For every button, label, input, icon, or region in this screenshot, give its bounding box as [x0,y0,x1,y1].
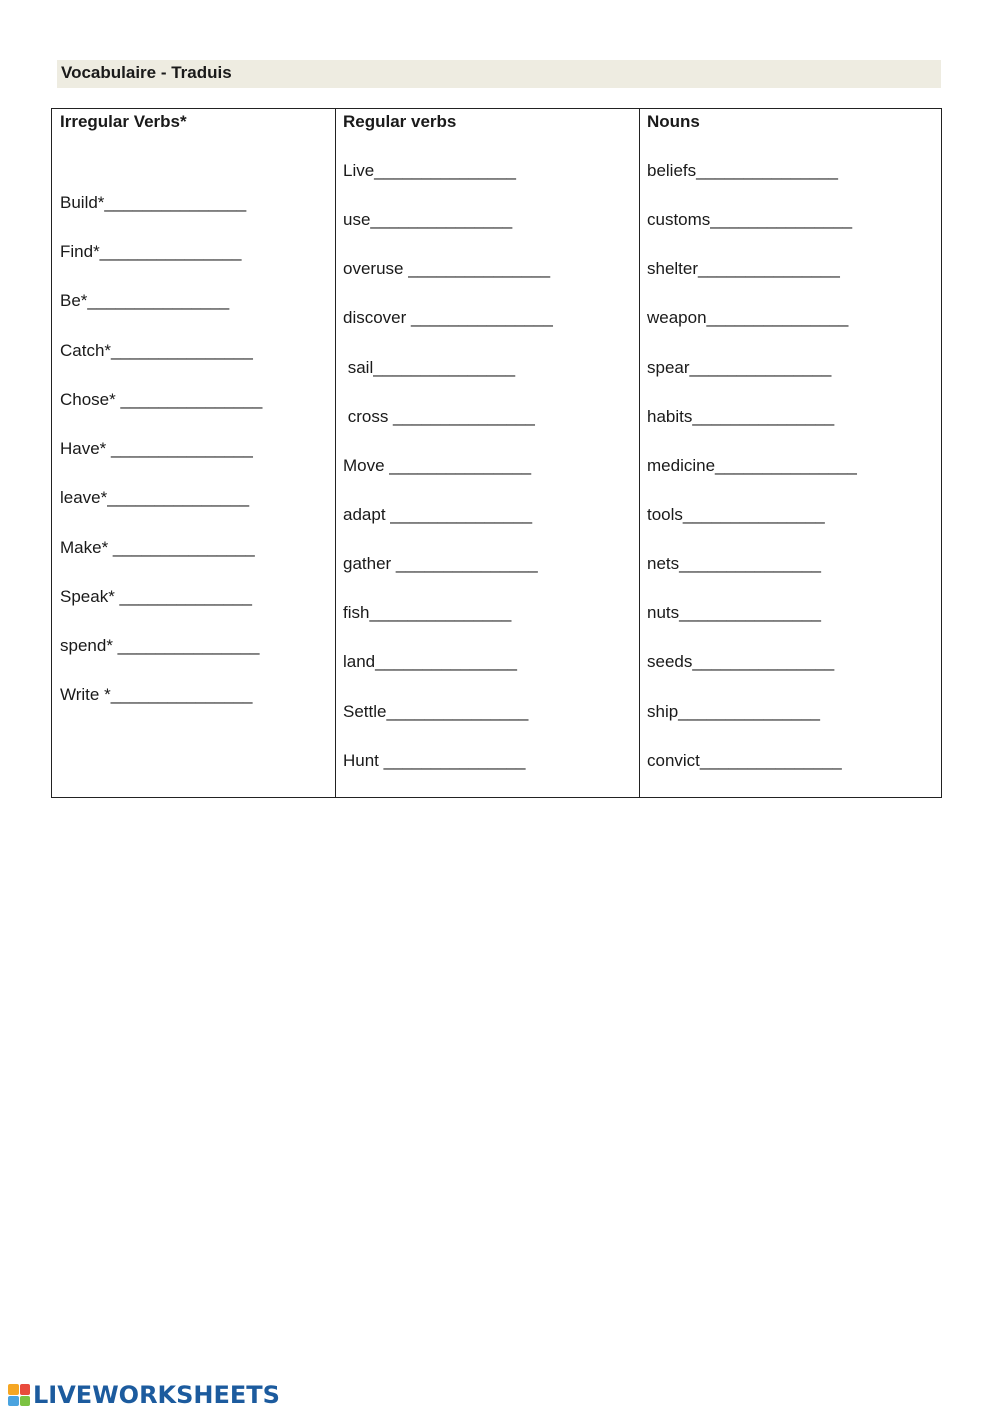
vocab-item[interactable]: Hunt _______________ [343,751,526,770]
vocab-item[interactable]: Chose* _______________ [60,390,263,409]
column-irregular-verbs [52,109,336,797]
vocab-item[interactable]: Find*_______________ [60,242,242,261]
vocab-item[interactable]: gather _______________ [343,554,538,573]
vocab-item[interactable]: ship_______________ [647,702,821,721]
vocab-item[interactable]: Catch*_______________ [60,341,253,360]
vocab-item[interactable]: Write *_______________ [60,685,253,704]
vocab-item[interactable]: nets_______________ [647,554,821,573]
logo-text: LIVEWORKSHEETS [33,1381,280,1409]
vocab-item[interactable]: Have* _______________ [60,439,253,458]
vocab-item[interactable]: nuts_______________ [647,603,821,622]
vocab-item[interactable]: tools_______________ [647,505,825,524]
logo-tile [20,1396,31,1407]
vocab-item[interactable]: Move _______________ [343,456,532,475]
vocab-item[interactable]: Be*_______________ [60,291,230,310]
vocab-item[interactable]: use_______________ [343,210,513,229]
vocab-item[interactable]: sail_______________ [343,358,516,377]
logo-tile [8,1384,19,1395]
vocab-item[interactable]: medicine_______________ [647,456,857,475]
logo-tiles-icon [8,1384,30,1406]
column-header: Nouns [647,112,700,131]
vocab-item[interactable]: Speak* ______________ [60,587,252,606]
vocab-item[interactable]: customs_______________ [647,210,853,229]
vocab-item[interactable]: leave*_______________ [60,488,250,507]
vocab-item[interactable]: weapon_______________ [647,308,849,327]
logo-tile [20,1384,31,1395]
vocab-item[interactable]: fish_______________ [343,603,512,622]
vocab-item[interactable]: adapt _______________ [343,505,533,524]
column-nouns [639,109,941,797]
column-regular-verbs [335,109,640,797]
vocab-item[interactable]: Make* _______________ [60,538,255,557]
vocab-item[interactable]: spear_______________ [647,358,832,377]
vocab-item[interactable]: land_______________ [343,652,517,671]
vocabulary-table [51,108,942,798]
vocab-item[interactable]: convict_______________ [647,751,842,770]
vocab-item[interactable]: overuse _______________ [343,259,551,278]
vocab-item[interactable]: Build*_______________ [60,193,247,212]
column-header: Irregular Verbs* [60,112,187,131]
worksheet-title: Vocabulaire - Traduis [57,60,941,88]
vocab-item[interactable]: Live_______________ [343,161,517,180]
vocab-item[interactable]: habits_______________ [647,407,835,426]
vocab-item[interactable]: shelter_______________ [647,259,840,278]
logo-tile [8,1396,19,1407]
vocab-item[interactable]: beliefs_______________ [647,161,838,180]
vocab-item[interactable]: spend* _______________ [60,636,260,655]
vocab-item[interactable]: seeds_______________ [647,652,835,671]
vocab-item[interactable]: cross _______________ [343,407,535,426]
column-header: Regular verbs [343,112,457,131]
liveworksheets-logo[interactable] [8,1382,280,1408]
vocab-item[interactable]: Settle_______________ [343,702,529,721]
vocab-item[interactable]: discover _______________ [343,308,553,327]
